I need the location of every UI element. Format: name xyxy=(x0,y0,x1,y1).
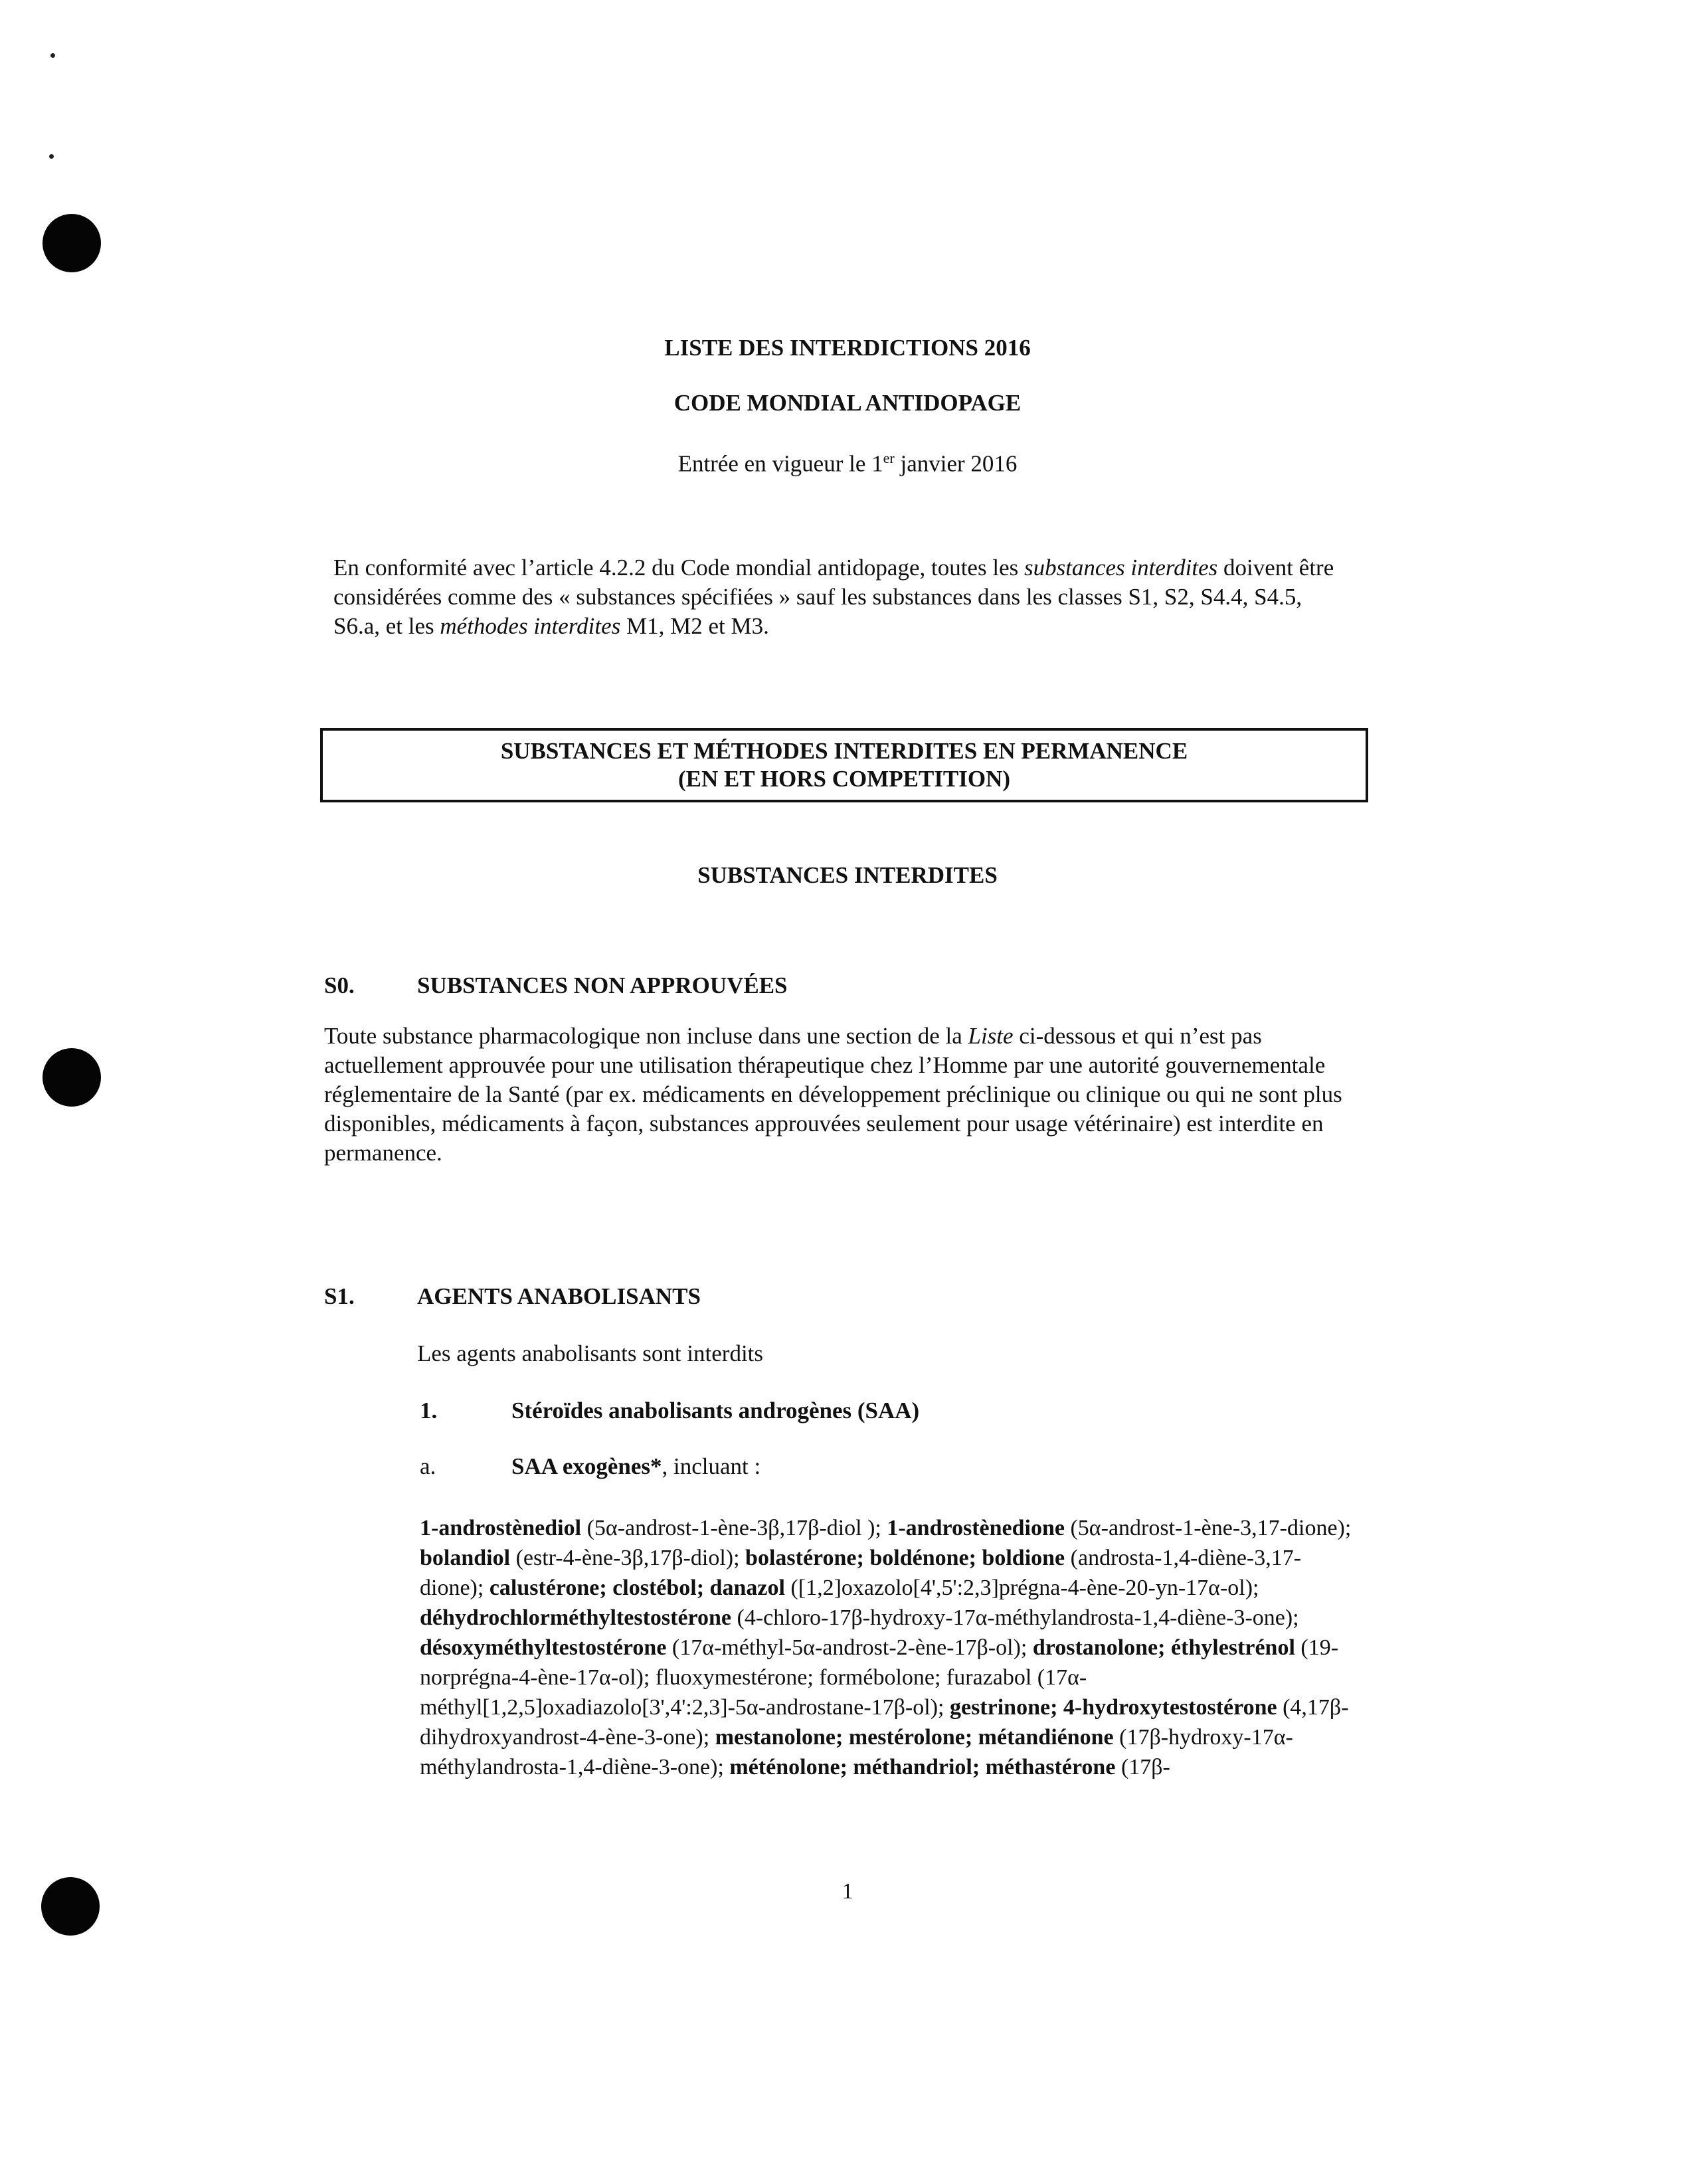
substance-entry: bolandiol (estr-4-ène-3β,17β-diol); xyxy=(420,1546,746,1570)
scan-speck xyxy=(49,154,54,159)
punch-hole xyxy=(43,214,101,272)
s0-number: S0. xyxy=(324,972,355,998)
substance-entry: mestanolone; mestérolone; métandiénone (17β-hydroxy-17α-méthylandrosta-1,4-diène-3-one); xyxy=(420,1725,1293,1779)
s1-suba-heading: SAA exogènes*, incluant : xyxy=(511,1453,761,1479)
scan-speck xyxy=(50,53,55,58)
substance-entry: drostanolone; éthylestrénol (19-norprégna-4-ène-17α-ol); fluoxymestérone; formébolone; furazabol (17α-méthyl[1,2,5]oxadiazolo[3',4':2,3]-5α-androstane-17β-ol); xyxy=(420,1635,1339,1720)
s1-suba-letter: a. xyxy=(420,1453,436,1479)
box-line-2: (EN ET HORS COMPETITION) xyxy=(677,766,1011,792)
intro-paragraph: En conformité avec l’article 4.2.2 du Code mondial antidopage, toutes les substances interdites doivent être considérées comme des « substances spécifiées » sauf les substances dans les classes S1, S2, S4.4, S4.5, S6.a, et les méthodes interdites M1, M2 et M3. xyxy=(333,555,1334,639)
s0-paragraph: Toute substance pharmacologique non incluse dans une section de la Liste ci-dessous et qui n’est pas actuellement approuvée pour une utilisation thérapeutique chez l’Homme par une autorité gouvernementale réglementaire de la Santé (par ex. médicaments en développement préclinique ou clinique ou qui ne sont plus disponibles, médicaments à façon, substances approuvées seulement pour usage vétérinaire) est interdite en permanence. xyxy=(324,1023,1342,1166)
substance-entry: désoxyméthyltestostérone (17α-méthyl-5α-androst-2-ène-17β-ol); xyxy=(420,1635,1033,1660)
section-heading: SUBSTANCES INTERDITES xyxy=(697,862,998,888)
document-title: LISTE DES INTERDICTIONS 2016 xyxy=(664,335,1031,361)
substance-entry: bolastérone; boldénone; boldione (androsta-1,4-diène-3,17-dione); xyxy=(420,1546,1302,1600)
substance-entry: déhydrochlorméthyltestostérone (4-chloro-17β-hydroxy-17α-méthylandrosta-1,4-diène-3-one); xyxy=(420,1605,1299,1630)
s1-intro: Les agents anabolisants sont interdits xyxy=(417,1340,764,1366)
document-subtitle: CODE MONDIAL ANTIDOPAGE xyxy=(673,390,1022,416)
s1-sub1-title: Stéroïdes anabolisants androgènes (SAA) xyxy=(511,1398,920,1423)
box-line-1: SUBSTANCES ET MÉTHODES INTERDITES EN PERMANENCE xyxy=(500,738,1188,764)
substance-entry: calustérone; clostébol; danazol ([1,2]oxazolo[4',5':2,3]prégna-4-ène-20-yn-17α-ol); xyxy=(489,1576,1259,1600)
substance-entry: 1-androstènedione (5α-androst-1-ène-3,17-dione); xyxy=(887,1516,1352,1540)
s1-number: S1. xyxy=(324,1283,355,1309)
s0-title: SUBSTANCES NON APPROUVÉES xyxy=(417,972,788,998)
substance-entry: méténolone; méthandriol; méthastérone (17β- xyxy=(729,1755,1170,1779)
substance-entry: 1-androstènediol (5α-androst-1-ène-3β,17β-diol ); xyxy=(420,1516,887,1540)
s1-title: AGENTS ANABOLISANTS xyxy=(417,1283,701,1309)
punch-hole xyxy=(43,1048,101,1107)
effective-date: Entrée en vigueur le 1er janvier 2016 xyxy=(677,450,1018,477)
exogenous-aas-list xyxy=(420,1513,1356,1782)
s1-sub1-number: 1. xyxy=(420,1398,438,1423)
substance-entry: gestrinone; 4-hydroxytestostérone (4,17β-dihydroxyandrost-4-ène-3-one); xyxy=(420,1695,1349,1750)
page-number: 1 xyxy=(842,1879,853,1904)
permanent-prohibition-box xyxy=(320,728,1368,802)
